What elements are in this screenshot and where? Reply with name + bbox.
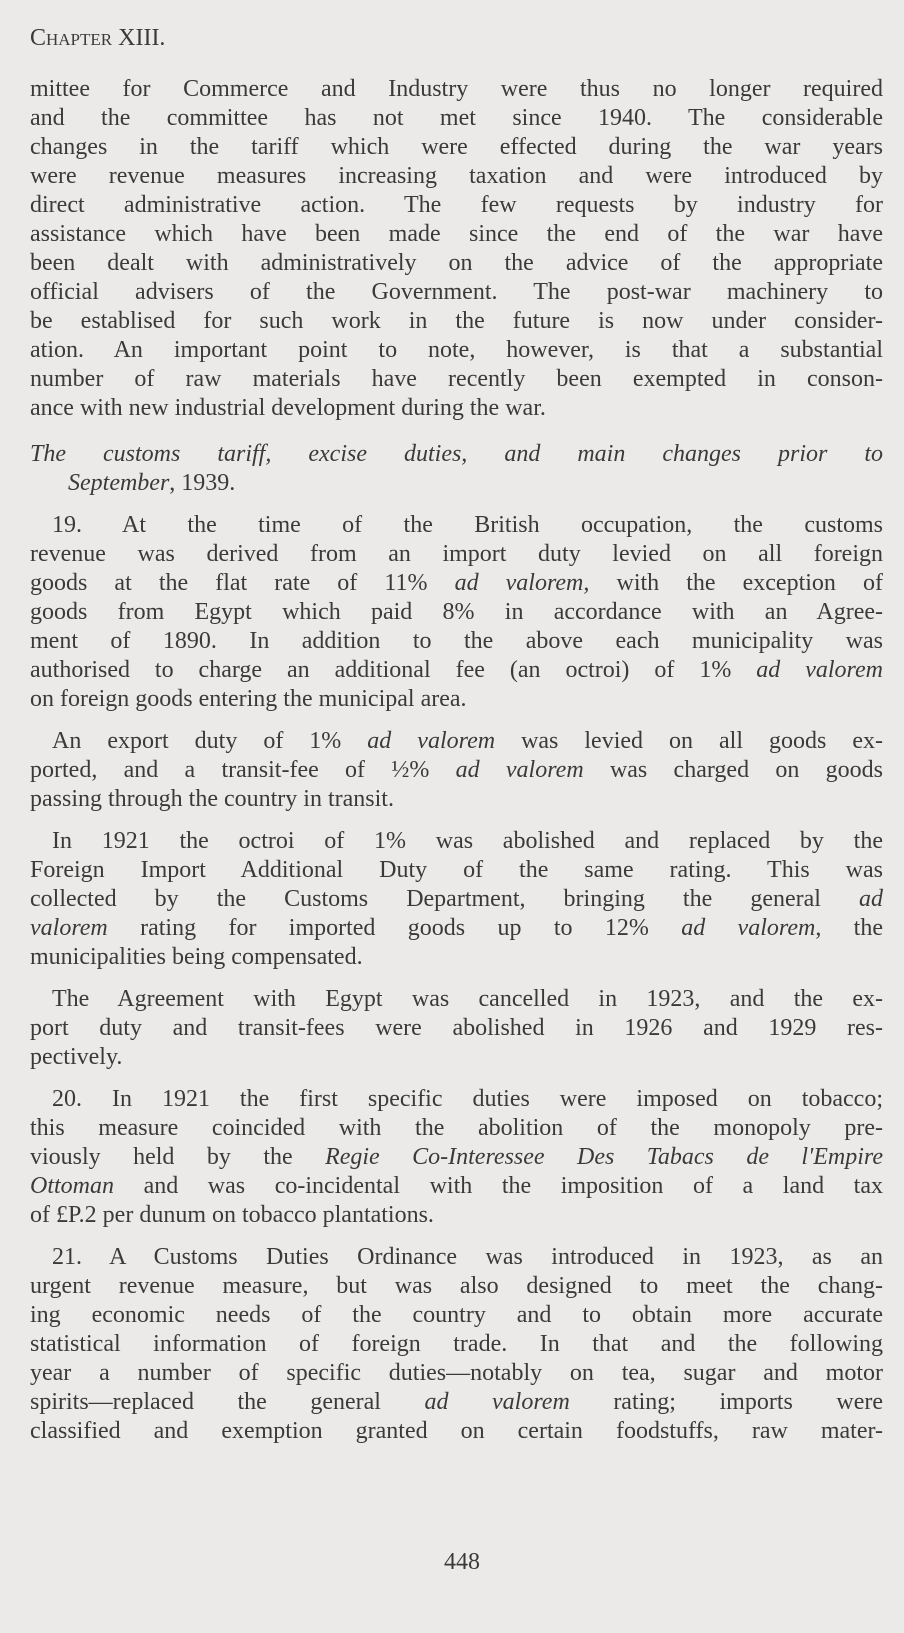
text-line <box>30 598 883 627</box>
text-line <box>30 278 883 307</box>
text-line <box>30 440 883 469</box>
text-line <box>30 133 883 162</box>
text-line <box>30 885 883 914</box>
text-run: direct administrative action. The few requests by industry for <box>30 192 883 218</box>
paragraph <box>30 827 883 972</box>
text-line <box>30 914 883 943</box>
text-line <box>30 569 883 598</box>
text-line <box>30 249 883 278</box>
text-run: was levied on all goods ex- <box>495 728 883 754</box>
text-line <box>30 685 883 714</box>
text-line <box>30 511 883 540</box>
text-line <box>30 365 883 394</box>
text-run: rating for imported goods up to 12% <box>107 915 682 941</box>
paragraph <box>30 75 883 423</box>
text-line <box>30 1243 883 1272</box>
text-line <box>30 1172 883 1201</box>
text-run: was charged on goods <box>583 757 883 783</box>
text-run: , the <box>815 915 883 941</box>
text-run: revenue was derived from an import duty levied on all foreign <box>30 541 883 567</box>
paragraph <box>30 985 883 1072</box>
italic-text: valorem <box>30 915 108 941</box>
text-line <box>30 162 883 191</box>
text-run: ported, and a transit-fee of ½% <box>30 757 456 783</box>
text-line <box>30 1143 883 1172</box>
section-heading <box>30 440 883 498</box>
text-run: 20. In 1921 the first specific duties were imposed on tobacco; <box>52 1086 883 1112</box>
text-run: goods at the flat rate of 11% <box>30 570 455 596</box>
text-run: goods from Egypt which paid 8% in accordance with an Agree- <box>30 599 883 625</box>
text-run: Foreign Import Additional Duty of the same rating. This was <box>30 857 883 883</box>
text-run: port duty and transit-fees were abolished in 1926 and 1929 res- <box>30 1015 883 1041</box>
italic-text: ad valorem <box>756 657 883 683</box>
text-line <box>30 1014 883 1043</box>
text-run: The Agreement with Egypt was cancelled in 1923, and the ex- <box>52 986 883 1012</box>
text-body <box>30 75 883 1446</box>
italic-text: The customs tariff, excise duties, and main changes prior to <box>30 441 883 467</box>
text-run: this measure coincided with the abolition of the monopoly pre- <box>30 1115 883 1141</box>
text-run: of £P.2 per dunum on tobacco plantations. <box>30 1202 434 1228</box>
text-line <box>30 856 883 885</box>
text-run: been dealt with administratively on the advice of the appropriate <box>30 250 883 276</box>
text-run: collected by the Customs Department, bringing the general <box>30 886 859 912</box>
text-run: In 1921 the octroi of 1% was abolished and replaced by the <box>52 828 883 854</box>
text-line <box>30 540 883 569</box>
text-line <box>30 394 883 423</box>
text-line <box>30 220 883 249</box>
text-run: ing economic needs of the country and to obtain more accurate <box>30 1302 883 1328</box>
text-line <box>30 191 883 220</box>
text-run: and the committee has not met since 1940. The considerable <box>30 105 883 131</box>
text-run: mittee for Commerce and Industry were thus no longer required <box>30 76 883 102</box>
page-body <box>30 24 883 1446</box>
text-run: ment of 1890. In addition to the above each municipality was <box>30 628 883 654</box>
text-run: rating; imports were <box>569 1389 883 1415</box>
text-line <box>30 1330 883 1359</box>
text-line <box>30 1272 883 1301</box>
text-run: urgent revenue measure, but was also designed to meet the chang- <box>30 1273 883 1299</box>
text-run: be establised for such work in the future is now under consider- <box>30 308 883 334</box>
text-line <box>30 307 883 336</box>
text-run: assistance which have been made since the end of the war have <box>30 221 883 247</box>
italic-text: Regie Co-Interessee Des Tabacs de l'Empire <box>325 1144 883 1170</box>
text-line <box>30 785 883 814</box>
paragraph <box>30 1243 883 1446</box>
text-run: 19. At the time of the British occupation, the customs <box>52 512 883 538</box>
text-run: with the exception of <box>589 570 883 596</box>
text-line <box>30 104 883 133</box>
italic-text: Ottoman <box>30 1173 114 1199</box>
text-line <box>30 75 883 104</box>
page-number: 448 <box>444 1549 480 1575</box>
italic-text: ad valorem <box>367 728 496 754</box>
text-line <box>30 1417 883 1446</box>
italic-text: ad valorem, <box>454 570 590 596</box>
text-line <box>30 827 883 856</box>
text-run: municipalities being compensated. <box>30 944 363 970</box>
paragraph <box>30 727 883 814</box>
italic-text: September <box>68 470 170 496</box>
text-line <box>30 1388 883 1417</box>
text-run: statistical information of foreign trade. In that and the following <box>30 1331 883 1357</box>
text-line <box>30 336 883 365</box>
text-line <box>30 985 883 1014</box>
text-line <box>30 1085 883 1114</box>
paragraph <box>30 1085 883 1230</box>
italic-text: ad valorem <box>455 757 584 783</box>
text-line <box>30 1359 883 1388</box>
text-line <box>30 469 883 498</box>
text-line <box>30 627 883 656</box>
text-line <box>30 756 883 785</box>
text-line <box>30 727 883 756</box>
italic-text: ad valorem <box>424 1389 570 1415</box>
text-run: passing through the country in transit. <box>30 786 394 812</box>
text-run: viously held by the <box>30 1144 326 1170</box>
italic-text: ad <box>859 886 883 912</box>
text-line <box>30 1043 883 1072</box>
text-run: on foreign goods entering the municipal area. <box>30 686 467 712</box>
text-line <box>30 1114 883 1143</box>
text-run: 21. A Customs Duties Ordinance was introduced in 1923, as an <box>52 1244 883 1270</box>
text-line <box>30 1301 883 1330</box>
paragraph <box>30 511 883 714</box>
text-run: pectively. <box>30 1044 123 1070</box>
text-run: and was co-incidental with the imposition of a land tax <box>114 1173 883 1199</box>
text-run: number of raw materials have recently been exempted in conson- <box>30 366 883 392</box>
text-line <box>30 943 883 972</box>
text-run: were revenue measures increasing taxation and were introduced by <box>30 163 883 189</box>
text-run: , 1939. <box>169 470 236 496</box>
text-run: authorised to charge an additional fee (an octroi) of 1% <box>30 657 757 683</box>
text-line <box>30 1201 883 1230</box>
text-run: year a number of specific duties—notably on tea, sugar and motor <box>30 1360 883 1386</box>
text-run: classified and exemption granted on certain foodstuffs, raw mater- <box>30 1418 883 1444</box>
chapter-header: Chapter XIII. <box>30 25 166 51</box>
italic-text: ad valorem <box>681 915 816 941</box>
text-run: ance with new industrial development during the war. <box>30 395 546 421</box>
text-run: spirits—replaced the general <box>30 1389 425 1415</box>
text-run: ation. An important point to note, however, is that a substantial <box>30 337 883 363</box>
text-run: An export duty of 1% <box>52 728 368 754</box>
text-line <box>30 656 883 685</box>
text-run: changes in the tariff which were effected during the war years <box>30 134 883 160</box>
text-run: official advisers of the Government. The post-war machinery to <box>30 279 883 305</box>
